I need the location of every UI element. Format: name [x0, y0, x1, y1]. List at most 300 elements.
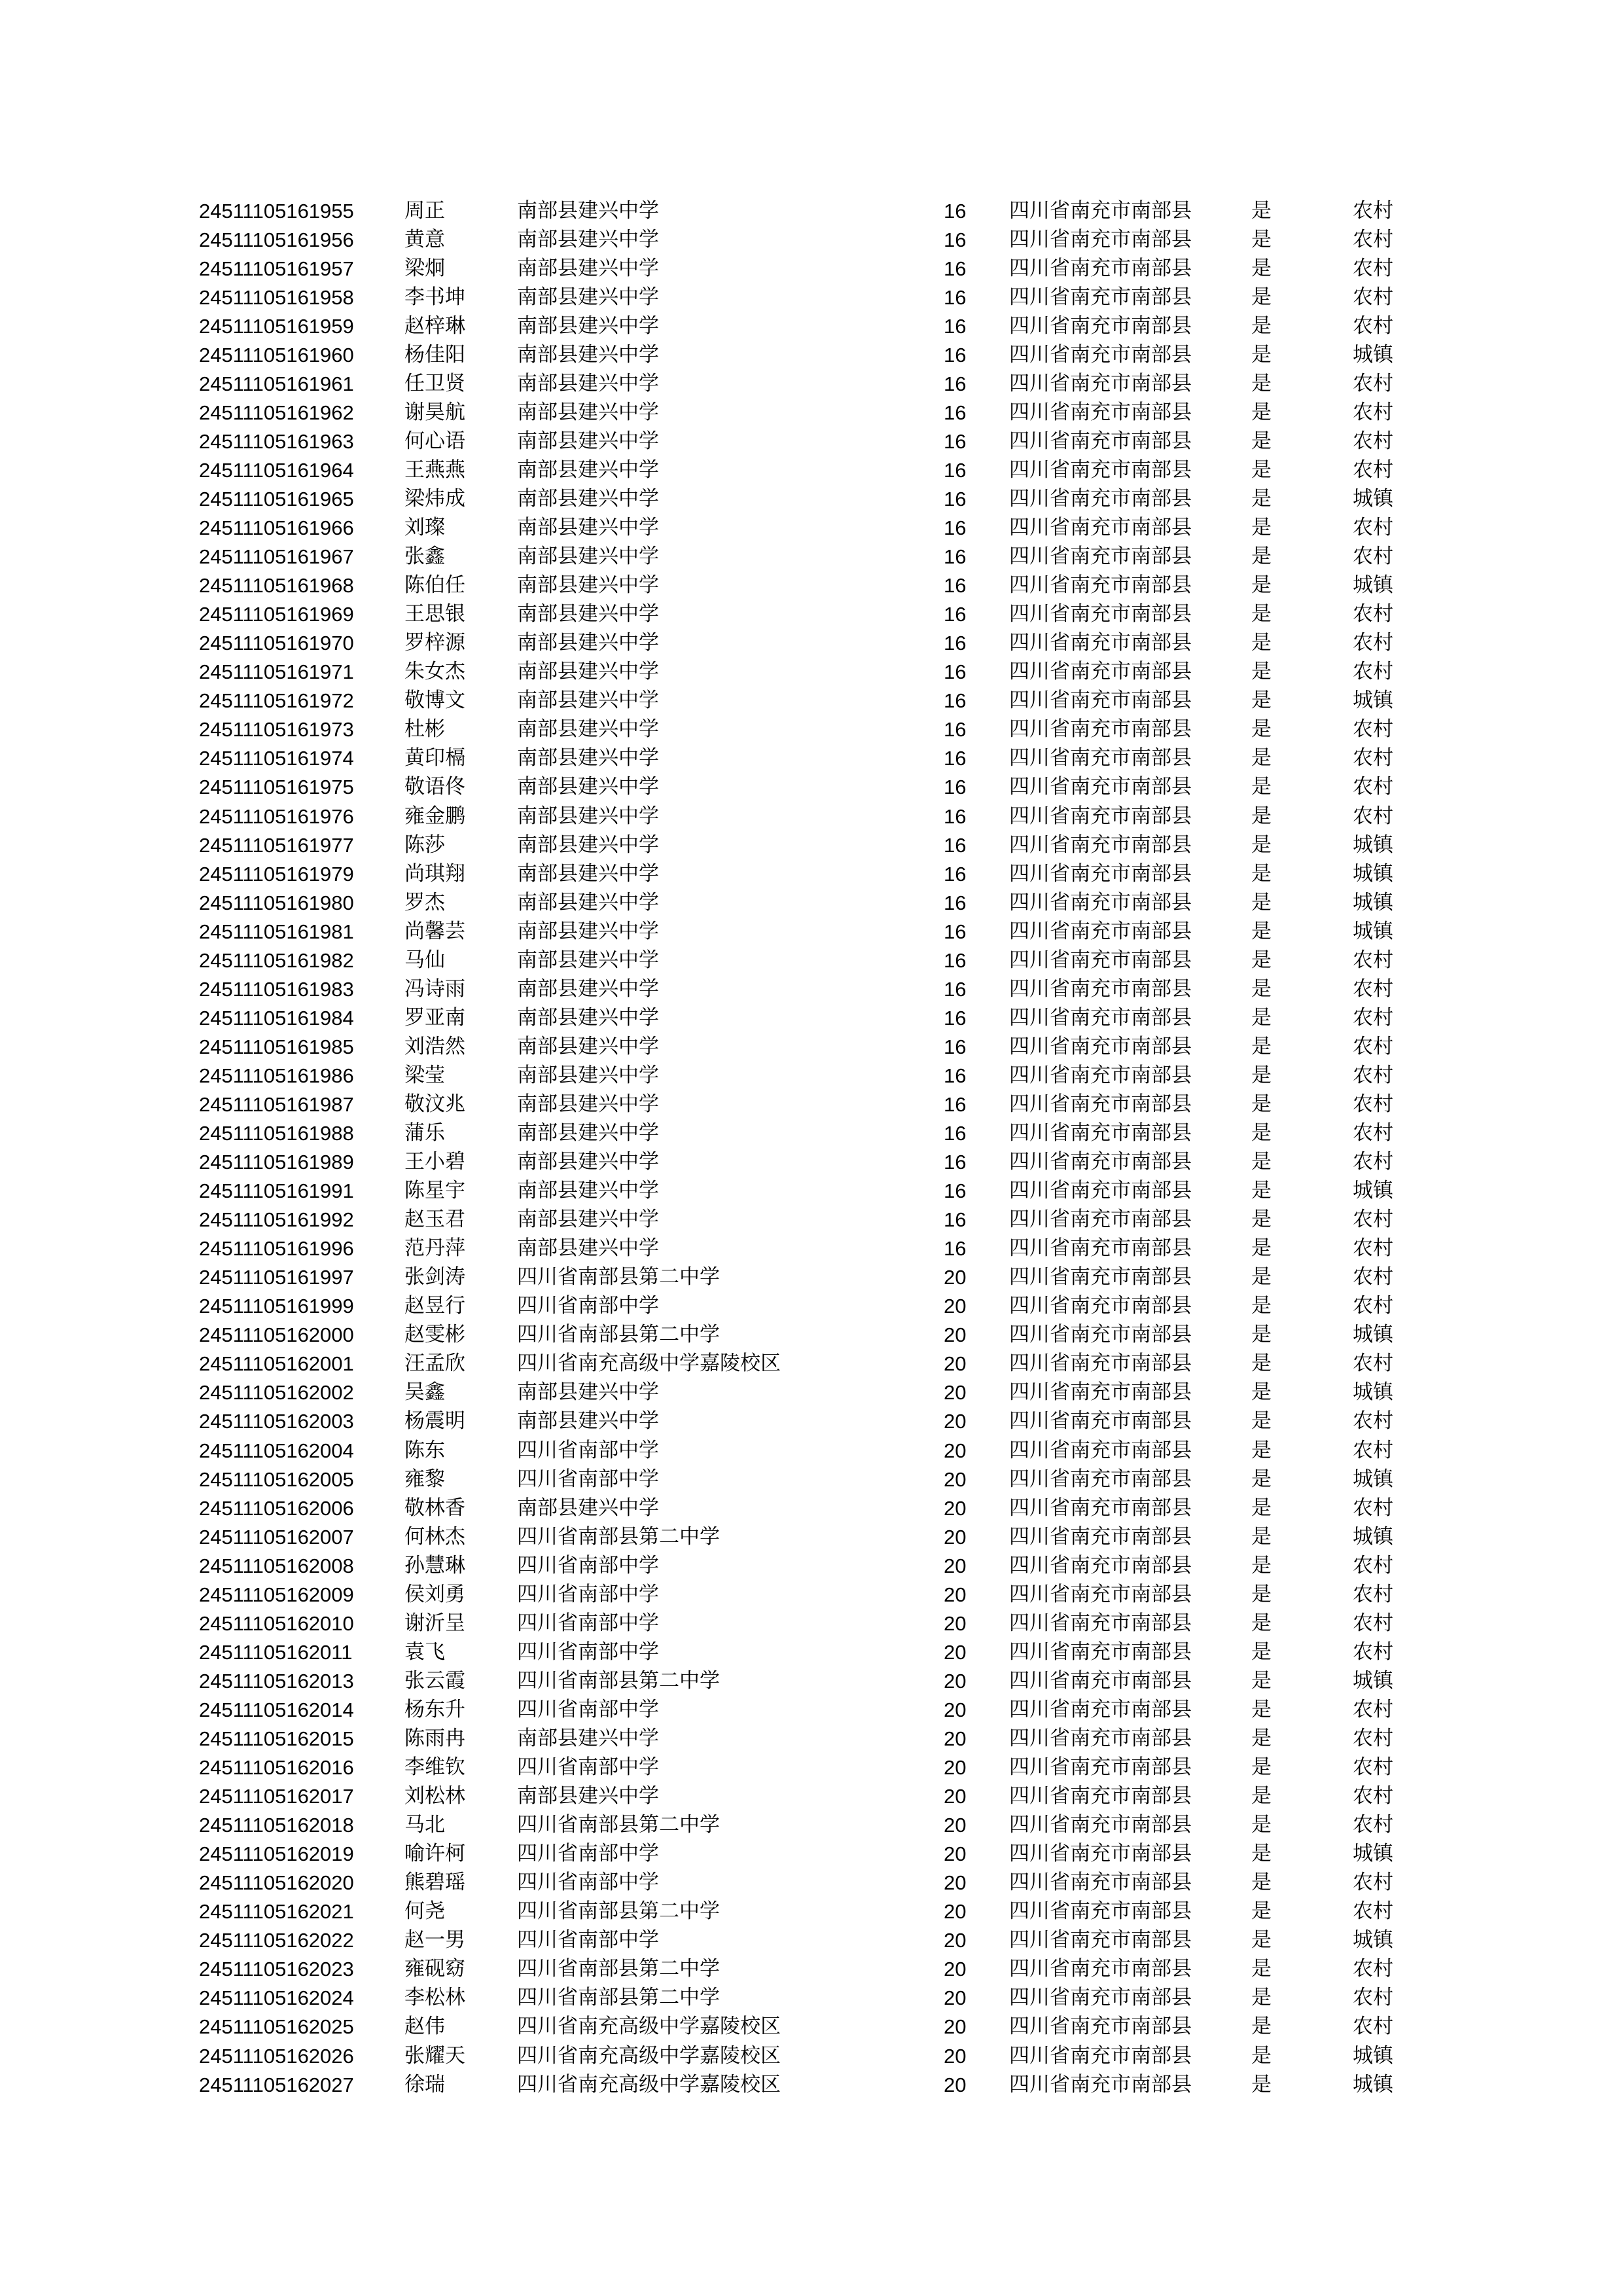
region-cell: 四川省南充市南部县	[1009, 371, 1192, 395]
candidate-id-cell: 24511105161982	[199, 948, 354, 972]
region-cell: 四川省南充市南部县	[1009, 1871, 1192, 1895]
eligibility-cell: 是	[1251, 486, 1272, 511]
region-cell: 四川省南充市南部县	[1009, 689, 1192, 713]
school-cell: 四川省南部中学	[517, 1611, 659, 1635]
residence-type-cell: 农村	[1353, 1755, 1393, 1780]
school-cell: 四川省南部县第二中学	[517, 1899, 720, 1924]
school-cell: 南部县建兴中学	[517, 1727, 659, 1750]
residence-type-cell: 农村	[1353, 1294, 1393, 1318]
residence-type-cell: 农村	[1353, 429, 1393, 453]
school-cell: 南部县建兴中学	[517, 342, 659, 367]
student-name-cell: 吴鑫	[404, 1380, 445, 1405]
table-row	[199, 1695, 1442, 1724]
residence-type-cell: 农村	[1353, 775, 1393, 799]
region-cell: 四川省南充市南部县	[1009, 1005, 1192, 1030]
student-name-cell: 敬语佟	[404, 775, 465, 799]
region-cell: 四川省南充市南部县	[1009, 1928, 1192, 1952]
student-name-cell: 雍砚窈	[404, 1957, 465, 1981]
candidate-id-cell: 24511105161980	[199, 891, 354, 914]
school-cell: 南部县建兴中学	[517, 717, 659, 742]
table-row	[199, 1061, 1442, 1090]
student-name-cell: 杜彬	[404, 717, 445, 742]
student-name-cell: 孙慧琳	[404, 1553, 465, 1577]
candidate-id-cell: 24511105162016	[199, 1756, 354, 1780]
school-cell: 四川省南部中学	[517, 1438, 659, 1462]
residence-type-cell: 农村	[1353, 314, 1393, 338]
candidate-id-cell: 24511105161959	[199, 314, 354, 338]
score-cell: 16	[944, 314, 967, 338]
region-cell: 四川省南充市南部县	[1009, 1179, 1192, 1203]
student-name-cell: 刘璨	[404, 516, 445, 540]
table-row	[199, 398, 1442, 427]
eligibility-cell: 是	[1251, 717, 1272, 742]
school-cell: 四川省南部县第二中学	[517, 1265, 720, 1289]
student-name-cell: 袁飞	[404, 1640, 445, 1664]
eligibility-cell: 是	[1251, 1323, 1272, 1347]
eligibility-cell: 是	[1251, 285, 1272, 309]
residence-type-cell: 农村	[1353, 1957, 1393, 1981]
student-name-cell: 雍金鹏	[404, 804, 465, 828]
student-name-cell: 范丹萍	[404, 1236, 465, 1261]
school-cell: 南部县建兴中学	[517, 746, 659, 770]
candidate-id-cell: 24511105161958	[199, 285, 354, 309]
residence-type-cell: 城镇	[1353, 861, 1393, 886]
score-cell: 20	[944, 1439, 967, 1462]
region-cell: 四川省南充市南部县	[1009, 746, 1192, 770]
region-cell: 四川省南充市南部县	[1009, 486, 1192, 511]
residence-type-cell: 城镇	[1353, 689, 1393, 713]
region-cell: 四川省南充市南部县	[1009, 1409, 1192, 1433]
table-row	[199, 802, 1442, 831]
score-cell: 20	[944, 1842, 967, 1866]
table-row	[199, 340, 1442, 369]
student-name-cell: 罗杰	[404, 890, 445, 914]
table-row	[199, 1119, 1442, 1148]
school-cell: 南部县建兴中学	[517, 227, 659, 251]
eligibility-cell: 是	[1251, 1928, 1272, 1952]
school-cell: 南部县建兴中学	[517, 486, 659, 511]
table-row	[199, 1551, 1442, 1580]
score-cell: 16	[944, 1006, 967, 1030]
score-cell: 16	[944, 891, 967, 914]
table-row	[199, 1666, 1442, 1695]
school-cell: 四川省南充高级中学嘉陵校区	[517, 2015, 781, 2039]
candidate-id-cell: 24511105161968	[199, 574, 354, 598]
region-cell: 四川省南充市南部县	[1009, 1957, 1192, 1981]
table-row	[199, 600, 1442, 629]
table-row	[199, 2041, 1442, 2070]
region-cell: 四川省南充市南部县	[1009, 775, 1192, 799]
score-cell: 16	[944, 718, 967, 742]
score-cell: 20	[944, 1756, 967, 1780]
table-row	[199, 1263, 1442, 1292]
residence-type-cell: 农村	[1353, 746, 1393, 770]
score-cell: 16	[944, 574, 967, 598]
student-name-cell: 敬汶兆	[404, 1092, 465, 1116]
student-name-cell: 喻许柯	[404, 1842, 465, 1866]
student-name-cell: 罗梓源	[404, 631, 465, 655]
table-row	[199, 888, 1442, 917]
candidate-id-cell: 24511105161960	[199, 343, 354, 367]
score-cell: 20	[944, 1698, 967, 1721]
region-cell: 四川省南充市南部县	[1009, 1121, 1192, 1145]
region-cell: 四川省南充市南部县	[1009, 457, 1192, 482]
score-cell: 16	[944, 257, 967, 280]
eligibility-cell: 是	[1251, 1986, 1272, 2010]
eligibility-cell: 是	[1251, 1150, 1272, 1174]
student-name-cell: 赵玉君	[404, 1208, 465, 1232]
score-cell: 16	[944, 920, 967, 943]
residence-type-cell: 城镇	[1353, 2072, 1393, 2096]
candidate-id-cell: 24511105161986	[199, 1064, 354, 1087]
score-cell: 20	[944, 2044, 967, 2068]
table-row	[199, 1206, 1442, 1234]
student-name-cell: 马仙	[404, 948, 445, 972]
school-cell: 南部县建兴中学	[517, 1092, 659, 1116]
region-cell: 四川省南充市南部县	[1009, 198, 1192, 223]
candidate-id-cell: 24511105162002	[199, 1381, 354, 1405]
region-cell: 四川省南充市南部县	[1009, 1611, 1192, 1635]
region-cell: 四川省南充市南部县	[1009, 1524, 1192, 1549]
residence-type-cell: 农村	[1353, 1871, 1393, 1895]
student-name-cell: 敬博文	[404, 689, 465, 713]
student-name-cell: 罗亚南	[404, 1005, 465, 1030]
residence-type-cell: 农村	[1353, 1582, 1393, 1606]
table-row	[199, 1984, 1442, 2013]
eligibility-cell: 是	[1251, 833, 1272, 857]
candidate-id-cell: 24511105161984	[199, 1006, 354, 1030]
school-cell: 南部县建兴中学	[517, 1784, 659, 1808]
residence-type-cell: 城镇	[1353, 1928, 1393, 1952]
region-cell: 四川省南充市南部县	[1009, 861, 1192, 886]
region-cell: 四川省南充市南部县	[1009, 717, 1192, 742]
student-name-cell: 杨震明	[404, 1409, 465, 1433]
school-cell: 南部县建兴中学	[517, 1409, 659, 1433]
score-cell: 20	[944, 1554, 967, 1577]
residence-type-cell: 农村	[1353, 1121, 1393, 1145]
student-name-cell: 王燕燕	[404, 457, 465, 482]
table-row	[199, 1580, 1442, 1609]
score-cell: 20	[944, 1467, 967, 1491]
eligibility-cell: 是	[1251, 689, 1272, 713]
residence-type-cell: 农村	[1353, 227, 1393, 251]
eligibility-cell: 是	[1251, 1409, 1272, 1433]
residence-type-cell: 农村	[1353, 1208, 1393, 1232]
residence-type-cell: 农村	[1353, 1438, 1393, 1462]
school-cell: 南部县建兴中学	[517, 1063, 659, 1087]
score-cell: 20	[944, 1352, 967, 1376]
eligibility-cell: 是	[1251, 1438, 1272, 1462]
region-cell: 四川省南充市南部县	[1009, 1092, 1192, 1116]
eligibility-cell: 是	[1251, 400, 1272, 424]
score-cell: 20	[944, 1727, 967, 1750]
table-row	[199, 1350, 1442, 1378]
region-cell: 四川省南充市南部县	[1009, 342, 1192, 367]
eligibility-cell: 是	[1251, 1380, 1272, 1405]
candidate-id-cell: 24511105161971	[199, 660, 354, 684]
region-cell: 四川省南充市南部县	[1009, 2043, 1192, 2068]
table-row	[199, 1032, 1442, 1061]
residence-type-cell: 农村	[1353, 1986, 1393, 2010]
student-name-cell: 梁炯	[404, 256, 445, 280]
candidate-id-cell: 24511105162018	[199, 1814, 354, 1837]
score-cell: 20	[944, 1410, 967, 1433]
student-name-cell: 敬林香	[404, 1496, 465, 1520]
region-cell: 四川省南充市南部县	[1009, 1467, 1192, 1491]
region-cell: 四川省南充市南部县	[1009, 1668, 1192, 1693]
eligibility-cell: 是	[1251, 1727, 1272, 1750]
school-cell: 四川省南部中学	[517, 1640, 659, 1664]
score-cell: 16	[944, 603, 967, 626]
residence-type-cell: 农村	[1353, 1640, 1393, 1664]
region-cell: 四川省南充市南部县	[1009, 1438, 1192, 1462]
student-name-cell: 陈伯任	[404, 573, 465, 598]
score-cell: 16	[944, 1151, 967, 1174]
score-cell: 16	[944, 429, 967, 453]
eligibility-cell: 是	[1251, 1294, 1272, 1318]
table-row	[199, 456, 1442, 484]
student-name-cell: 周正	[404, 198, 445, 223]
eligibility-cell: 是	[1251, 1005, 1272, 1030]
residence-type-cell: 农村	[1353, 1697, 1393, 1721]
student-name-cell: 梁炜成	[404, 486, 465, 511]
score-cell: 16	[944, 948, 967, 972]
score-cell: 20	[944, 1611, 967, 1635]
student-name-cell: 李维钦	[404, 1755, 465, 1780]
student-name-cell: 陈莎	[404, 833, 445, 857]
residence-type-cell: 农村	[1353, 1611, 1393, 1635]
school-cell: 南部县建兴中学	[517, 689, 659, 713]
eligibility-cell: 是	[1251, 1784, 1272, 1808]
school-cell: 四川省南部中学	[517, 1553, 659, 1577]
student-name-cell: 张云霞	[404, 1668, 465, 1693]
table-row	[199, 1955, 1442, 1984]
residence-type-cell: 农村	[1353, 1150, 1393, 1174]
table-row	[199, 629, 1442, 658]
student-name-cell: 王小碧	[404, 1150, 465, 1174]
school-cell: 南部县建兴中学	[517, 804, 659, 828]
student-name-cell: 刘浩然	[404, 1034, 465, 1058]
score-cell: 20	[944, 1266, 967, 1289]
eligibility-cell: 是	[1251, 1899, 1272, 1924]
eligibility-cell: 是	[1251, 2015, 1272, 2039]
table-row	[199, 1753, 1442, 1782]
school-cell: 南部县建兴中学	[517, 775, 659, 799]
school-cell: 四川省南充高级中学嘉陵校区	[517, 2072, 781, 2096]
table-row	[199, 514, 1442, 543]
score-cell: 20	[944, 1496, 967, 1520]
score-cell: 20	[944, 1640, 967, 1664]
table-row	[199, 369, 1442, 398]
score-cell: 16	[944, 1064, 967, 1087]
table-row	[199, 484, 1442, 513]
school-cell: 四川省南部中学	[517, 1582, 659, 1606]
residence-type-cell: 农村	[1353, 1092, 1393, 1116]
candidate-id-cell: 24511105162019	[199, 1842, 354, 1866]
eligibility-cell: 是	[1251, 1813, 1272, 1837]
residence-type-cell: 农村	[1353, 256, 1393, 280]
candidate-id-cell: 24511105161985	[199, 1035, 354, 1058]
student-name-cell: 陈雨冉	[404, 1727, 465, 1750]
candidate-id-cell: 24511105162020	[199, 1871, 354, 1895]
candidate-id-cell: 24511105161963	[199, 429, 354, 453]
candidate-id-cell: 24511105162003	[199, 1410, 354, 1433]
residence-type-cell: 农村	[1353, 371, 1393, 395]
candidate-id-cell: 24511105161969	[199, 603, 354, 626]
eligibility-cell: 是	[1251, 602, 1272, 626]
student-name-cell: 梁莹	[404, 1063, 445, 1087]
residence-type-cell: 城镇	[1353, 1179, 1393, 1203]
eligibility-cell: 是	[1251, 1755, 1272, 1780]
table-row	[199, 687, 1442, 715]
candidate-id-cell: 24511105161977	[199, 833, 354, 857]
residence-type-cell: 农村	[1353, 1727, 1393, 1750]
table-row	[199, 2013, 1442, 2041]
school-cell: 南部县建兴中学	[517, 833, 659, 857]
table-row	[199, 543, 1442, 571]
score-cell: 16	[944, 228, 967, 251]
residence-type-cell: 农村	[1353, 717, 1393, 742]
student-name-cell: 何林杰	[404, 1524, 465, 1549]
student-name-cell: 杨佳阳	[404, 342, 465, 367]
candidate-id-cell: 24511105162010	[199, 1611, 354, 1635]
student-name-cell: 朱女杰	[404, 660, 465, 684]
candidate-id-cell: 24511105161972	[199, 689, 354, 713]
score-cell: 20	[944, 1323, 967, 1347]
residence-type-cell: 农村	[1353, 1236, 1393, 1261]
eligibility-cell: 是	[1251, 1265, 1272, 1289]
school-cell: 南部县建兴中学	[517, 457, 659, 482]
table-row	[199, 975, 1442, 1003]
region-cell: 四川省南充市南部县	[1009, 1496, 1192, 1520]
student-name-cell: 尚馨芸	[404, 919, 465, 943]
candidate-id-cell: 24511105162027	[199, 2073, 354, 2096]
candidate-id-cell: 24511105162008	[199, 1554, 354, 1577]
student-name-cell: 谢沂呈	[404, 1611, 465, 1635]
school-cell: 四川省南部县第二中学	[517, 1957, 720, 1981]
table-row	[199, 254, 1442, 283]
residence-type-cell: 农村	[1353, 977, 1393, 1001]
table-row	[199, 773, 1442, 802]
candidate-id-cell: 24511105162009	[199, 1583, 354, 1606]
score-cell: 16	[944, 487, 967, 511]
residence-type-cell: 农村	[1353, 545, 1393, 569]
school-cell: 南部县建兴中学	[517, 256, 659, 280]
table-row	[199, 1148, 1442, 1177]
school-cell: 四川省南部中学	[517, 1842, 659, 1866]
eligibility-cell: 是	[1251, 977, 1272, 1001]
region-cell: 四川省南充市南部县	[1009, 948, 1192, 972]
region-cell: 四川省南充市南部县	[1009, 429, 1192, 453]
region-cell: 四川省南充市南部县	[1009, 890, 1192, 914]
region-cell: 四川省南充市南部县	[1009, 1380, 1192, 1405]
eligibility-cell: 是	[1251, 198, 1272, 223]
candidate-id-cell: 24511105162013	[199, 1669, 354, 1693]
candidate-id-cell: 24511105161976	[199, 804, 354, 828]
residence-type-cell: 农村	[1353, 1265, 1393, 1289]
school-cell: 四川省南部中学	[517, 1755, 659, 1780]
score-cell: 16	[944, 862, 967, 886]
school-cell: 南部县建兴中学	[517, 890, 659, 914]
residence-type-cell: 农村	[1353, 400, 1393, 424]
school-cell: 南部县建兴中学	[517, 602, 659, 626]
score-cell: 20	[944, 1958, 967, 1981]
region-cell: 四川省南充市南部县	[1009, 919, 1192, 943]
score-cell: 20	[944, 1986, 967, 2010]
eligibility-cell: 是	[1251, 1668, 1272, 1693]
school-cell: 四川省南部县第二中学	[517, 1524, 720, 1549]
region-cell: 四川省南充市南部县	[1009, 1582, 1192, 1606]
table-row	[199, 1811, 1442, 1840]
student-name-cell: 王思银	[404, 602, 465, 626]
score-cell: 20	[944, 1929, 967, 1952]
score-cell: 16	[944, 660, 967, 684]
school-cell: 南部县建兴中学	[517, 1208, 659, 1232]
eligibility-cell: 是	[1251, 1063, 1272, 1087]
residence-type-cell: 城镇	[1353, 1467, 1393, 1491]
eligibility-cell: 是	[1251, 457, 1272, 482]
school-cell: 四川省南部县第二中学	[517, 1323, 720, 1347]
region-cell: 四川省南充市南部县	[1009, 1034, 1192, 1058]
candidate-id-cell: 24511105161997	[199, 1266, 354, 1289]
table-row	[199, 946, 1442, 975]
table-row	[199, 427, 1442, 456]
eligibility-cell: 是	[1251, 1352, 1272, 1376]
residence-type-cell: 农村	[1353, 1813, 1393, 1837]
school-cell: 南部县建兴中学	[517, 573, 659, 598]
region-cell: 四川省南充市南部县	[1009, 1813, 1192, 1837]
region-cell: 四川省南充市南部县	[1009, 1842, 1192, 1866]
candidate-id-cell: 24511105161996	[199, 1237, 354, 1261]
residence-type-cell: 城镇	[1353, 342, 1393, 367]
residence-type-cell: 农村	[1353, 1034, 1393, 1058]
region-cell: 四川省南充市南部县	[1009, 1208, 1192, 1232]
student-name-cell: 张剑涛	[404, 1265, 465, 1289]
region-cell: 四川省南充市南部县	[1009, 1323, 1192, 1347]
eligibility-cell: 是	[1251, 371, 1272, 395]
score-cell: 20	[944, 1525, 967, 1549]
score-cell: 16	[944, 199, 967, 223]
student-name-cell: 谢昊航	[404, 400, 465, 424]
school-cell: 南部县建兴中学	[517, 919, 659, 943]
residence-type-cell: 农村	[1353, 660, 1393, 684]
residence-type-cell: 农村	[1353, 804, 1393, 828]
residence-type-cell: 农村	[1353, 948, 1393, 972]
student-name-cell: 刘松林	[404, 1784, 465, 1808]
student-name-cell: 赵雯彬	[404, 1323, 465, 1347]
school-cell: 南部县建兴中学	[517, 1179, 659, 1203]
score-cell: 20	[944, 1900, 967, 1924]
score-cell: 16	[944, 1179, 967, 1203]
score-cell: 20	[944, 1871, 967, 1895]
student-name-cell: 蒲乐	[404, 1121, 445, 1145]
eligibility-cell: 是	[1251, 775, 1272, 799]
region-cell: 四川省南充市南部县	[1009, 227, 1192, 251]
school-cell: 南部县建兴中学	[517, 314, 659, 338]
candidate-id-cell: 24511105161956	[199, 228, 354, 251]
region-cell: 四川省南充市南部县	[1009, 660, 1192, 684]
residence-type-cell: 农村	[1353, 1553, 1393, 1577]
eligibility-cell: 是	[1251, 314, 1272, 338]
eligibility-cell: 是	[1251, 1553, 1272, 1577]
eligibility-cell: 是	[1251, 1121, 1272, 1145]
table-row	[199, 312, 1442, 340]
score-cell: 20	[944, 1669, 967, 1693]
candidate-id-cell: 24511105161965	[199, 487, 354, 511]
region-cell: 四川省南充市南部县	[1009, 400, 1192, 424]
residence-type-cell: 城镇	[1353, 1380, 1393, 1405]
student-name-cell: 何尧	[404, 1899, 445, 1924]
